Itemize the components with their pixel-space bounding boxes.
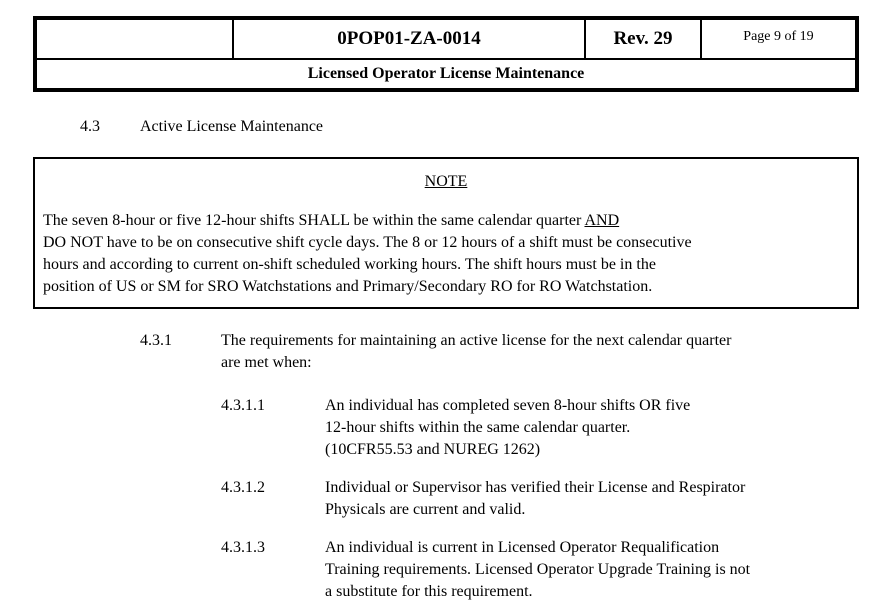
note-line-1 — [43, 210, 619, 232]
substep-text-line: (10CFR55.53 and NUREG 1262) — [325, 441, 541, 458]
substep-text-line: Individual or Supervisor has verified their License and Respirator — [325, 479, 746, 496]
note-and-underlined: AND — [584, 212, 620, 229]
revision: Rev. 29 — [586, 20, 702, 58]
step-text-line: are met when: — [221, 354, 312, 371]
document-header — [33, 16, 859, 92]
substep-text-line: 12-hour shifts within the same calendar quarter. — [325, 419, 631, 436]
note-line-4: position of US or SM for SRO Watchstations and Primary/Secondary RO for RO Watchstation. — [43, 278, 653, 295]
header-row — [37, 20, 855, 60]
note-line-2: DO NOT have to be on consecutive shift cycle days. The 8 or 12 hours of a shift must be consecutive — [43, 234, 692, 251]
step-text-line: The requirements for maintaining an active license for the next calendar quarter — [221, 332, 732, 349]
substep-text-line: Training requirements. Licensed Operator Upgrade Training is not — [325, 561, 751, 578]
substep-text-line: a substitute for this requirement. — [325, 583, 533, 600]
substep-text-line: Physicals are current and valid. — [325, 501, 526, 518]
note-line-3: hours and according to current on-shift scheduled working hours. The shift hours must be in the — [43, 256, 656, 273]
substep-number: 4.3.1.3 — [221, 539, 265, 556]
note-box — [33, 157, 859, 309]
doc-number: 0POP01-ZA-0014 — [234, 20, 586, 58]
note-heading: NOTE — [424, 173, 468, 190]
header-blank-cell — [37, 20, 234, 58]
step-number: 4.3.1 — [140, 332, 172, 349]
section-title: Active License Maintenance — [140, 118, 324, 135]
note-line-1-text: The seven 8-hour or five 12-hour shifts SHALL be within the same calendar quarter — [43, 212, 585, 229]
section-number: 4.3 — [80, 118, 100, 135]
substep-number: 4.3.1.1 — [221, 397, 265, 414]
document-title: Licensed Operator License Maintenance — [307, 65, 585, 82]
substep-number: 4.3.1.2 — [221, 479, 265, 496]
substep-text-line: An individual has completed seven 8-hour shifts OR five — [325, 397, 691, 414]
substep-text-line: An individual is current in Licensed Operator Requalification — [325, 539, 720, 556]
page-number: Page 9 of 19 — [743, 29, 814, 44]
